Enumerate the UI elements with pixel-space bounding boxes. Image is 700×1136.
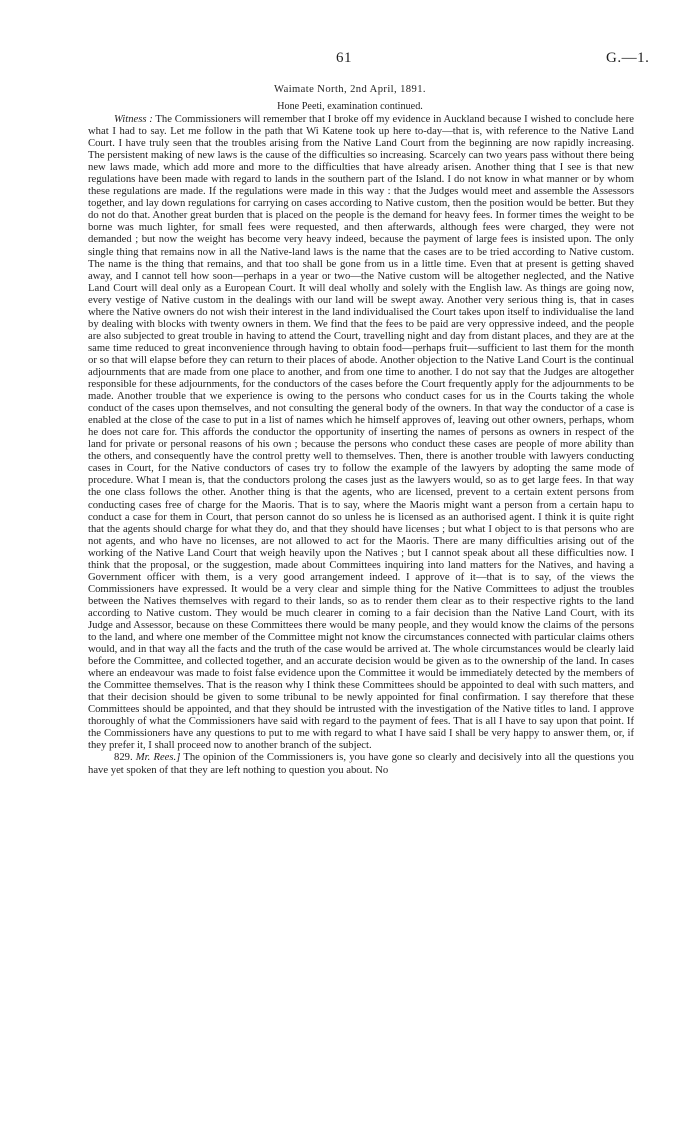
paragraph-text: The opinion of the Commissioners is, you have gone so clearly and decisively into all the questions you have yet spoken of that they are left nothing to question you about. No xyxy=(88,752,634,776)
document-body xyxy=(88,114,634,777)
document-reference: G.—1. xyxy=(606,50,650,66)
paragraph-text: The Commissioners will remember that I broke off my evidence in Auckland because I wished to conclude here what I had to say. Let me follow in the path that Wi Katene took up here to-day—that is, with reference to the Native Land Court. I have truly seen that the troubles arising from the Native Land Court from the beginning are now rapidly increasing. The persistent making of new laws is the cause of the difficulties so increasing. Scarcely can two years pass without there being new laws made, which add more and more to the difficulties that have already arisen. Another thing that I see is that new regulations have been made with regard to lands in the southern part of the Island. I do not know in what manner or by whom these regulations are made. If the regulations were made in this way : that the Judges would meet and assemble the Assessors together, and lay down regulations for carrying on cases according to Native custom, then the position would be better. But they do not do that. Another great burden that is placed on the people is the demand for heavy fees. In former times the weight to be borne was much lighter, for small fees were requested, and then afterwards, although fees were charged, they were not demanded ; but now the weight has become very heavy indeed, because the payment of large fees is insisted upon. The only single thing that remains now in all the Native-land laws is the name that the cases are to be tried according to Native custom. The name is the thing that remains, and that too shall be gone from us in a little time. Even that at present is getting shaved away, and I cannot tell how soon—perhaps in a year or two—the Native custom will be altogether neglected, and the Native Land Court will deal only as a European Court. It will deal wholly and solely with the English law. As things are going now, every vestige of Native custom in the dealings with our land will be swept away. Another very serious thing is, that in cases where the Native owners do not wish their interest in the land individualised the Court takes upon itself to individualise the land by dealing with blocks with twenty owners in them. We find that the fees to be paid are very oppressive indeed, and the people are also subjected to great trouble in having to attend the Court, travelling night and day from distant places, and they are at the same time reduced to great inconvenience through having to obtain food—perhaps fruit—sufficient to last them for the month or so that will elapse before they can return to their places of abode. Another objection to the Native Land Court is the continual adjournments that are made from one place to another, and from one time to another. I do not say that the Judges are altogether responsible for these adjournments, for the conductors of the cases before the Court frequently apply for the adjournments to be made. Another trouble that we experience is owing to the persons who conduct cases for us in the Courts taking the whole conduct of the cases upon themselves, and not consulting the general body of the owners. In that way the conductor of a case is enabled at the close of the case to put in a list of names which he himself approves of, leaving out other owners, perhaps, whom he does not care for. This affords the conductor the opportunity of inserting the names of persons as owners in respect of the land for private or personal reasons of his own ; because the persons who conduct these cases are people of more ability than the others, and consequently have the control pretty well to themselves. Then, there is another trouble with lawyers conducting cases in Court, for the Native conductors of cases try to follow the example of the lawyers by adopting the same mode of procedure. What I mean is, that the conductors prolong the cases just as the lawyers would, so as to get large fees. In that way the one class follows the other. Another thing is that the agents, who are licensed, prevent to a certain extent persons from conducting cases free of charge for the Maoris. That is to say, where the Maoris might want a person from a certain hapu to conduct a case for them in Court, that person cannot do so unless he is licensed as an authorised agent. I think it is quite right that the agents should charge for what they do, and that they should have licenses ; but what I object to is that persons who are not agents, and who have no licenses, are not allowed to act for the Maoris. There are many difficulties arising out of the working of the Native Land Court that weigh heavily upon the Natives ; but I cannot speak about all these difficulties now. I think that the proposal, or the suggestion, made about Committees inquiring into land matters for the Natives, and having a Government officer with them, is a very good arrangement indeed. I approve of it—that is to say, of the views the Commissioners have expressed. It would be a very clear and simple thing for the Native Committees to adjust the troubles between the Natives themselves with regard to their lands, so as to render them clear as to their respective rights to the land according to Native custom. They would be much clearer in coming to a fair decision than the Native Land Court, with its Judge and Assessor, because on these Committees there would be many people, and they would know the claims of the persons to the land, and where one member of the Committee might not know the circumstances connected with particular claims others would, and in that way all the facts and the truth of the case would be arrived at. The whole circumstances would be clearly laid before the Committee, and collected together, and an accurate decision would be given as to the ownership of the land. In cases where an endeavour was made to foist false evidence upon the Committee it would be immediately detected by the members of the Committee themselves. That is the reason why I think these Committees should be appointed to deal with such matters, and that their decision should be given to some tribunal to be newly appointed for final confirmation. I say therefore that these Committees should be appointed, and that they should be intrusted with the investigation of the Native titles to land. I approve thoroughly of what the Commissioners have said with regard to the payment of fees. That is all I have to say upon that point. If the Commissioners have any questions to put to me with regard to what I have said I shall be very happy to answer them, or, if they prefer it, I shall proceed now to another branch of the subject. xyxy=(88,114,634,752)
dateline: Waimate North, 2nd April, 1891. xyxy=(274,84,426,95)
page-header xyxy=(0,50,700,70)
paragraph-witness-evidence xyxy=(88,114,634,752)
page-number: 61 xyxy=(336,50,352,66)
examination-subheading: Hone Peeti, examination continued. xyxy=(277,101,423,112)
paragraph-question-829 xyxy=(88,752,634,776)
speaker-label: Witness : xyxy=(114,114,153,125)
question-label: 829. Mr. Rees.] xyxy=(114,752,181,764)
